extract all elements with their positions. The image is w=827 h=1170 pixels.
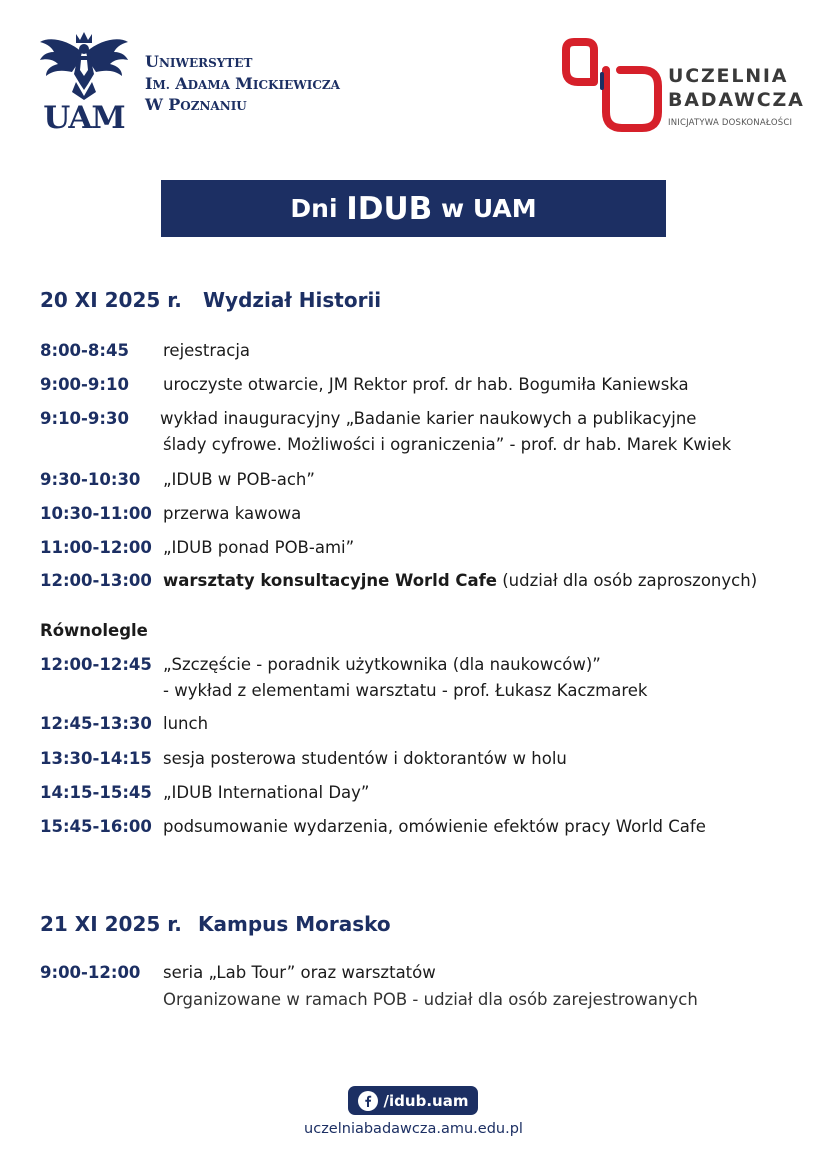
- uam-monogram: UAM: [43, 100, 125, 136]
- schedule-time: 9:00-9:10: [40, 375, 129, 394]
- schedule-time: 12:00-13:00: [40, 571, 152, 590]
- desc-text: rejestracja: [163, 341, 251, 360]
- title-post: w UAM: [432, 194, 537, 223]
- schedule-time: 10:30-11:00: [40, 504, 152, 523]
- title-main: IDUB: [346, 190, 433, 227]
- schedule-time: 13:30-14:15: [40, 749, 152, 768]
- uam-logo: [38, 30, 130, 138]
- uam-name-line2: IM. ADAMA MICKIEWICZA: [145, 73, 340, 93]
- parallel-label: Równolegle: [40, 621, 148, 640]
- schedule-time: 9:00-12:00: [40, 963, 141, 982]
- schedule-desc: lunch: [163, 714, 209, 733]
- schedule-desc: „IDUB International Day”: [163, 783, 370, 802]
- uam-name-line1: UNIWERSYTET: [145, 52, 253, 71]
- facebook-handle: /idub.uam: [383, 1091, 469, 1110]
- day1-place: Wydział Historii: [203, 288, 382, 312]
- schedule-desc: [163, 568, 757, 594]
- schedule-desc-line2: ślady cyfrowe. Możliwości i ograniczenia” - prof. dr hab. Marek Kwiek: [163, 435, 732, 454]
- schedule-time: 8:00-8:45: [40, 341, 129, 360]
- facebook-link[interactable]: [348, 1086, 478, 1115]
- day2-heading: [40, 912, 391, 936]
- ub-line3: INICJATYWA DOSKONAŁOŚCI: [668, 118, 793, 128]
- schedule-desc-line2: - wykład z elementami warsztatu - prof. Łukasz Kaczmarek: [163, 681, 648, 700]
- schedule-time: 9:10-9:30: [40, 409, 129, 428]
- schedule-desc: uroczyste otwarcie, JM Rektor prof. dr hab. Bogumiła Kaniewska: [163, 375, 689, 394]
- day1-date: 20 XI 2025 r.: [40, 288, 182, 312]
- schedule-time: 12:00-12:45: [40, 655, 152, 674]
- facebook-icon: [358, 1091, 378, 1111]
- uczelnia-badawcza-text: [668, 64, 805, 128]
- day1-heading: [40, 288, 382, 312]
- schedule-time: 15:45-16:00: [40, 817, 152, 836]
- uczelnia-badawcza-logo-icon: [560, 36, 665, 136]
- schedule-desc: „IDUB ponad POB-ami”: [163, 538, 355, 557]
- desc-bold: warsztaty konsultacyjne World Cafe: [163, 571, 497, 590]
- schedule-time: 12:45-13:30: [40, 714, 152, 733]
- schedule-desc: „Szczęście - poradnik użytkownika (dla naukowców)”: [163, 655, 601, 674]
- desc-normal: (udział dla osób zaproszonych): [497, 571, 758, 590]
- schedule-desc: seria „Lab Tour” oraz warsztatów: [163, 963, 436, 982]
- uam-name: [145, 52, 340, 117]
- ub-line1: UCZELNIA: [668, 65, 789, 87]
- schedule-desc-line2: Organizowane w ramach POB - udział dla osób zarejestrowanych: [163, 990, 698, 1009]
- day2-place: Kampus Morasko: [198, 912, 391, 936]
- schedule-desc: wykład inauguracyjny „Badanie karier naukowych a publikacyjne: [160, 409, 697, 428]
- schedule-time: 14:15-15:45: [40, 783, 152, 802]
- schedule-desc: sesja posterowa studentów i doktorantów w holu: [163, 749, 567, 768]
- uam-name-line3: W POZNANIU: [145, 95, 247, 114]
- schedule-desc: [163, 338, 250, 364]
- schedule-desc: „IDUB w POB-ach”: [163, 470, 315, 489]
- ub-line2: BADAWCZA: [668, 89, 805, 111]
- schedule-desc: przerwa kawowa: [163, 504, 302, 523]
- title-pre: Dni: [290, 194, 347, 223]
- day2-date: 21 XI 2025 r.: [40, 912, 182, 936]
- schedule-time: 9:30-10:30: [40, 470, 141, 489]
- schedule-time: 11:00-12:00: [40, 538, 152, 557]
- schedule-desc: podsumowanie wydarzenia, omówienie efektów pracy World Cafe: [163, 817, 706, 836]
- website-link[interactable]: uczelniabadawcza.amu.edu.pl: [304, 1121, 523, 1137]
- page-title: [161, 180, 666, 237]
